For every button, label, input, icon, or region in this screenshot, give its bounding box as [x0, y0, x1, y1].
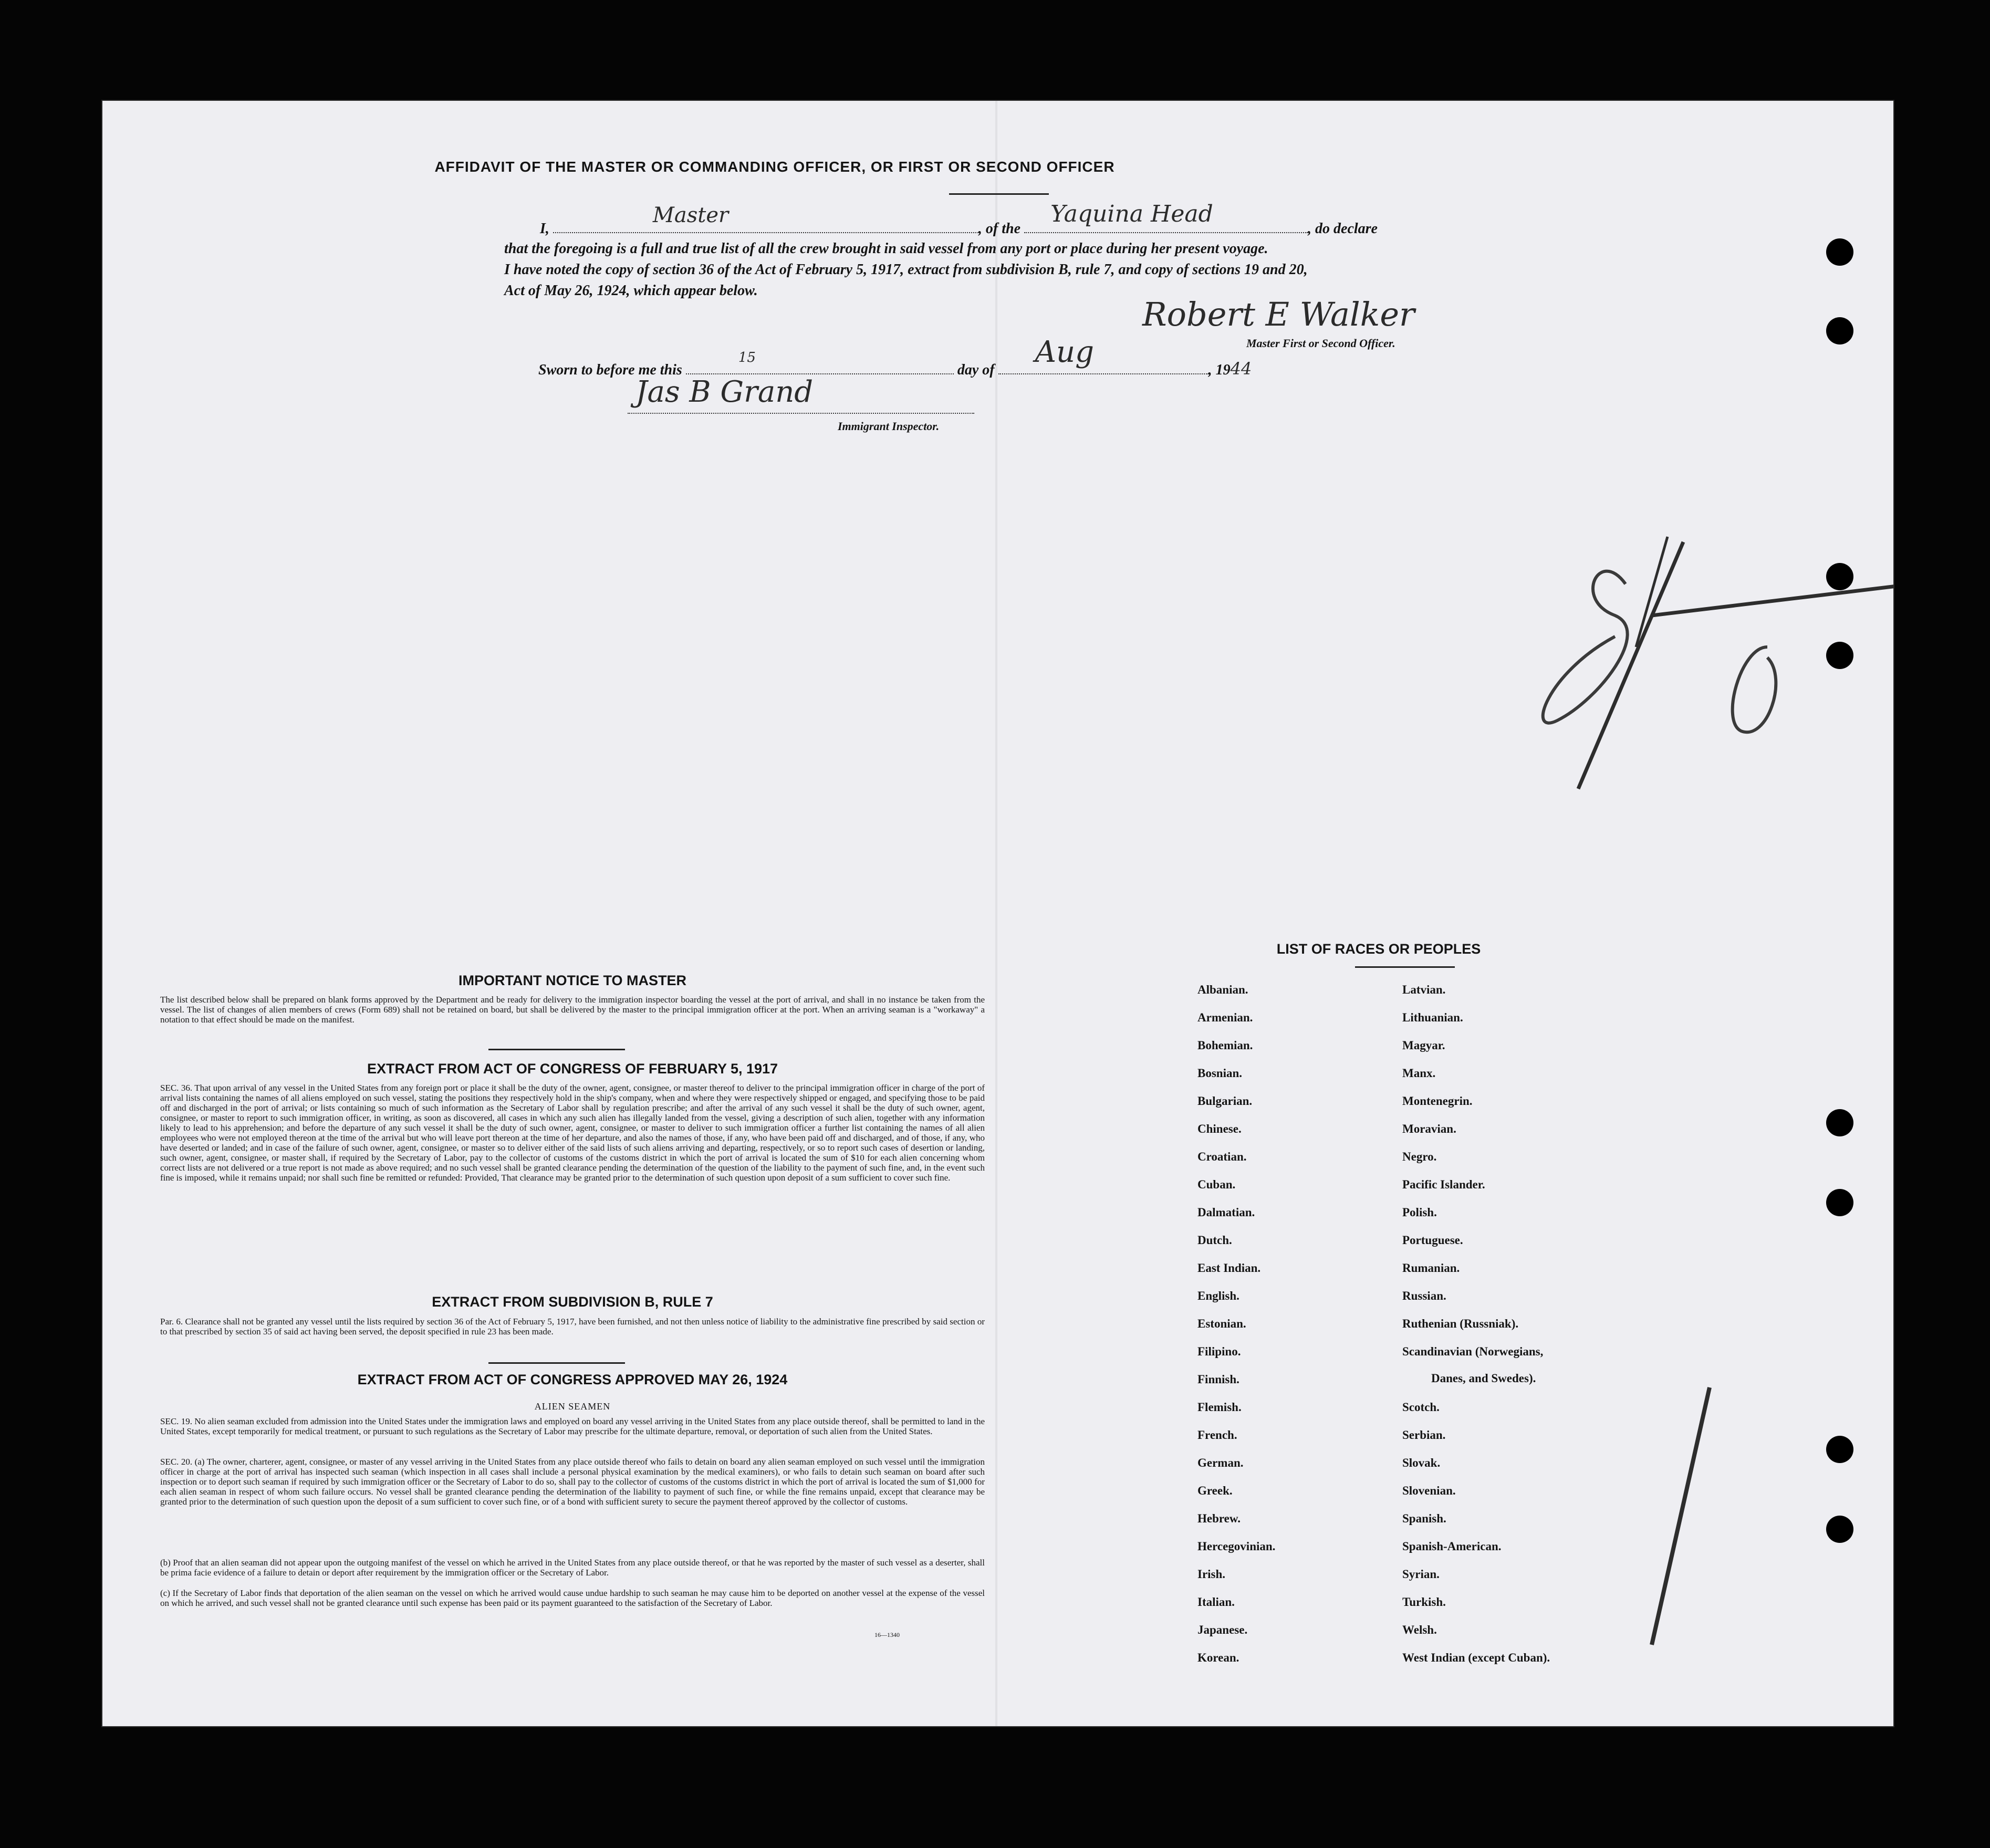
name-blank: [553, 203, 978, 233]
extract-rule7-body: Par. 6. Clearance shall not be granted any vessel until the lists required by section 36 of the Act of February 5, 1917, have been furnished, and not then unless notice of liability to the administrative fine prescribed by said section or to that prescribed by section 35 of said act having been served, the deposit specified in rule 23 has been made.: [160, 1317, 985, 1337]
extract-1917-title: EXTRACT FROM ACT OF CONGRESS OF FEBRUARY 5, 1917: [367, 1061, 778, 1077]
race-item: Magyar.: [1402, 1039, 1445, 1052]
center-fold: [995, 101, 997, 1726]
notice-title: IMPORTANT NOTICE TO MASTER: [459, 973, 686, 988]
race-item: Lithuanian.: [1402, 1011, 1463, 1024]
form-number: 16—1340: [874, 1631, 900, 1638]
race-item: Greek.: [1197, 1484, 1233, 1497]
race-item: Turkish.: [1402, 1595, 1446, 1609]
race-item: Latvian.: [1402, 983, 1446, 996]
document-sheet: [102, 101, 1893, 1726]
race-item: Flemish.: [1197, 1401, 1242, 1414]
master-signature: Robert E Walker: [1142, 295, 1415, 333]
race-item: Bulgarian.: [1197, 1094, 1253, 1108]
race-item: Pacific Islander.: [1402, 1178, 1485, 1191]
races-divider: [1355, 966, 1455, 968]
inspector-caption: Immigrant Inspector.: [838, 420, 940, 433]
race-item: Croatian.: [1197, 1150, 1247, 1163]
master-caption: Master First or Second Officer.: [1246, 337, 1395, 350]
race-item: Armenian.: [1197, 1011, 1253, 1024]
notice-body: The list described below shall be prepared on blank forms approved by the Department and be ready for delivery to the immigration inspector boarding the vessel at the port of arrival, and shall in no instance be taken from the vessel. The list of changes of alien members of crews (Form 689) shall not be retained on board, but shall be delivered by the master to the principal immigration officer at the port. When an arriving seaman is a "workaway" a notation to that effect should be made on the manifest.: [160, 995, 985, 1025]
race-item: West Indian (except Cuban).: [1402, 1651, 1550, 1664]
race-item: Italian.: [1197, 1595, 1235, 1609]
inspector-signature: Jas B Grand: [635, 375, 814, 409]
extract-1924-title: EXTRACT FROM ACT OF CONGRESS APPROVED MAY 26, 1924: [357, 1372, 788, 1387]
handwritten-day: 15: [738, 350, 756, 366]
race-scandinavian-continuation: Danes, and Swedes).: [1431, 1372, 1536, 1385]
race-item: Spanish.: [1402, 1512, 1446, 1525]
binder-hole: [1826, 1516, 1853, 1543]
race-item: Ruthenian (Russniak).: [1402, 1317, 1519, 1330]
race-item: Dalmatian.: [1197, 1206, 1255, 1219]
race-item: Welsh.: [1402, 1623, 1437, 1636]
affidavit-line-3: I have noted the copy of section 36 of the Act of February 5, 1917, extract from subdivision B, rule 7, and copy of sections 19 and 20,: [504, 262, 1308, 278]
race-item: Estonian.: [1197, 1317, 1246, 1330]
day-of-label: day of: [957, 362, 995, 378]
race-item: Hercegovinian.: [1197, 1540, 1276, 1553]
race-item: Slovenian.: [1402, 1484, 1456, 1497]
binder-hole: [1826, 238, 1853, 266]
handwritten-year: 44: [1230, 359, 1252, 379]
notice-divider: [488, 1049, 625, 1050]
binder-hole: [1826, 642, 1853, 669]
day-blank: [686, 350, 954, 374]
race-item: Russian.: [1402, 1289, 1446, 1302]
race-item: Filipino.: [1197, 1345, 1241, 1358]
month-blank: [998, 335, 1208, 374]
year-prefix: , 19: [1208, 362, 1231, 378]
affidavit-line-1: [540, 201, 1538, 239]
handwritten-month: Aug: [1035, 335, 1094, 369]
sec19-text: SEC. 19. No alien seaman excluded from admission into the United States under the immigration laws and employed on board any vessel arriving in the United States from any place outside thereof, shall be permitted to land in the United States, except temporarily for medical treatment, or pursuant to such regulations as the Secretary of Labor may prescribe for the ultimate departure, removal, or deportation of such alien from the United States.: [160, 1416, 985, 1436]
affidavit-line-2: that the foregoing is a full and true list of all the crew brought in said vessel from any port or place during her present voyage.: [504, 241, 1268, 257]
margin-tick-mark: [1647, 1382, 1720, 1655]
race-item: East Indian.: [1197, 1261, 1261, 1275]
race-item: Bohemian.: [1197, 1039, 1253, 1052]
handwritten-name: Master: [652, 203, 729, 227]
sworn-label: Sworn to before me this: [538, 362, 682, 378]
race-item: Japanese.: [1197, 1623, 1248, 1636]
race-item: Scandinavian (Norwegians,: [1402, 1345, 1544, 1358]
races-title: LIST OF RACES OR PEOPLES: [1276, 941, 1481, 957]
race-item: Chinese.: [1197, 1122, 1242, 1135]
title-divider: [949, 193, 1049, 195]
alien-seamen-subtitle: ALIEN SEAMEN: [534, 1401, 611, 1412]
do-declare-label: , do declare: [1308, 221, 1378, 237]
race-item: Manx.: [1402, 1067, 1436, 1080]
extract-rule7-title: EXTRACT FROM SUBDIVISION B, RULE 7: [432, 1294, 713, 1310]
race-item: French.: [1197, 1428, 1237, 1442]
race-item: Syrian.: [1402, 1568, 1440, 1581]
race-item: Hebrew.: [1197, 1512, 1241, 1525]
race-item: Irish.: [1197, 1568, 1226, 1581]
rule7-divider: [488, 1362, 625, 1364]
affidavit-i-label: I,: [540, 221, 549, 237]
vessel-blank: [1024, 201, 1308, 233]
of-the-label: , of the: [978, 221, 1021, 237]
race-item: Portuguese.: [1402, 1234, 1463, 1247]
race-item: Rumanian.: [1402, 1261, 1460, 1275]
binder-hole: [1826, 1109, 1853, 1136]
binder-hole: [1826, 563, 1853, 590]
margin-date-note: [1494, 426, 1893, 826]
race-item: English.: [1197, 1289, 1239, 1302]
extract-1917-body: SEC. 36. That upon arrival of any vessel in the United States from any foreign port or place it shall be the duty of the owner, agent, consignee, or master thereof to deliver to the principal immigration officer in charge of the port of arrival lists containing the names of all aliens employed on such vessel, stating the positions they respectively hold in the ship's company, when and where they were respectively shipped or engaged, and specifying those to be paid off and discharged in the port of arrival; or lists containing so much of such information as the Secretary of Labor shall by regulation prescribe; and after the arrival of any such vessel it shall be the duty of such owner, agent, consignee, or master to report to such immigration officer, in writing, as soon as discovered, all cases in which any such alien has illegally landed from the vessel, giving a description of such alien, together with any information likely to lead to his apprehension; and before the departure of any such vessel it shall be the duty of such owner, agent, consignee, or master to deliver to such immigration officer a further list containing the names of all alien employees who were not employed thereon at the time of the arrival but who will leave port thereon at the time of her departure, and also the names of those, if any, who have been paid off and discharged, and of those, if any, who have deserted or landed; and in case of the failure of such owner, agent, consignee, or master so to deliver either of the said lists of such aliens arriving and departing, respectively, or so to report such cases of desertion or landing, such owner, agent, consignee, or master shall, if required by the Secretary of Labor, pay to the collector of customs of the customs district in which the port of arrival is located the sum of $10 for each alien concerning whom correct lists are not delivered or a true report is not made as above required; and no such vessel shall be granted clearance pending the determination of the question of the liability to the payment of such fine, and, in the event such fine is imposed, while it remains unpaid; nor shall such fine be remitted or refunded: Provided, That clearance may be granted prior to the determination of such question upon deposit of a sum sufficient to cover such fine.: [160, 1083, 985, 1183]
race-item: Spanish-American.: [1402, 1540, 1502, 1553]
affidavit-title: AFFIDAVIT OF THE MASTER OR COMMANDING OFFICER, OR FIRST OR SECOND OFFICER: [434, 159, 1115, 175]
affidavit-line-4: Act of May 26, 1924, which appear below.: [504, 283, 758, 299]
sec20b-text: (b) Proof that an alien seaman did not appear upon the outgoing manifest of the vessel on which he arrived in the United States from any place outside thereof, or that he was reported by the master of such vessel as a deserter, shall be prima facie evidence of a failure to detain or deport after requirement by the immigration officer or the Secretary of Labor.: [160, 1558, 985, 1578]
race-item: Moravian.: [1402, 1122, 1456, 1135]
race-item: Negro.: [1402, 1150, 1437, 1163]
race-item: German.: [1197, 1456, 1244, 1469]
sec20a-text: SEC. 20. (a) The owner, charterer, agent, consignee, or master of any vessel arriving in the United States from any place outside thereof who fails to detain on board any alien seaman employed on such vessel until the immigration officer in charge at the port of arrival has inspected such seaman (which inspection in all cases shall include a personal physical examination by the medical examiners), or who fails to detain such seaman on board after such inspection or to deport such seaman if required by such immigration officer or the Secretary of Labor to do so, shall pay to the collector of customs of the customs district in which the port of arrival is located the sum of $1,000 for each alien seaman in respect of whom such failure occurs. No vessel shall be granted clearance pending the determination of the liability to payment of such fine, or while the fine remains unpaid, except that clearance may be granted prior to the determination of such question upon the deposit of a sum sufficient to cover such fine, or of a bond with sufficient surety to secure the payment thereof approved by the collector of customs.: [160, 1457, 985, 1507]
race-item: Scotch.: [1402, 1401, 1440, 1414]
race-item: Serbian.: [1402, 1428, 1446, 1442]
race-item: Slovak.: [1402, 1456, 1441, 1469]
race-item: Finnish.: [1197, 1373, 1239, 1386]
race-item: Bosnian.: [1197, 1067, 1243, 1080]
inspector-blank: [628, 413, 974, 414]
binder-hole: [1826, 1436, 1853, 1463]
binder-hole: [1826, 1189, 1853, 1216]
race-item: Dutch.: [1197, 1234, 1232, 1247]
handwritten-vessel: Yaquina Head: [1050, 201, 1213, 227]
race-item: Polish.: [1402, 1206, 1437, 1219]
race-item: Cuban.: [1197, 1178, 1236, 1191]
sec20c-text: (c) If the Secretary of Labor finds that deportation of the alien seaman on the vessel on which he arrived would cause undue hardship to such seaman he may cause him to be deported on another vessel at the expense of the vessel on which he arrived, and such vessel shall not be granted clearance until such expense has been paid or its payment guaranteed to the satisfaction of the Secretary of Labor.: [160, 1588, 985, 1608]
race-item: Montenegrin.: [1402, 1094, 1473, 1108]
binder-hole: [1826, 317, 1853, 344]
race-item: Korean.: [1197, 1651, 1239, 1664]
race-item: Albanian.: [1197, 983, 1248, 996]
